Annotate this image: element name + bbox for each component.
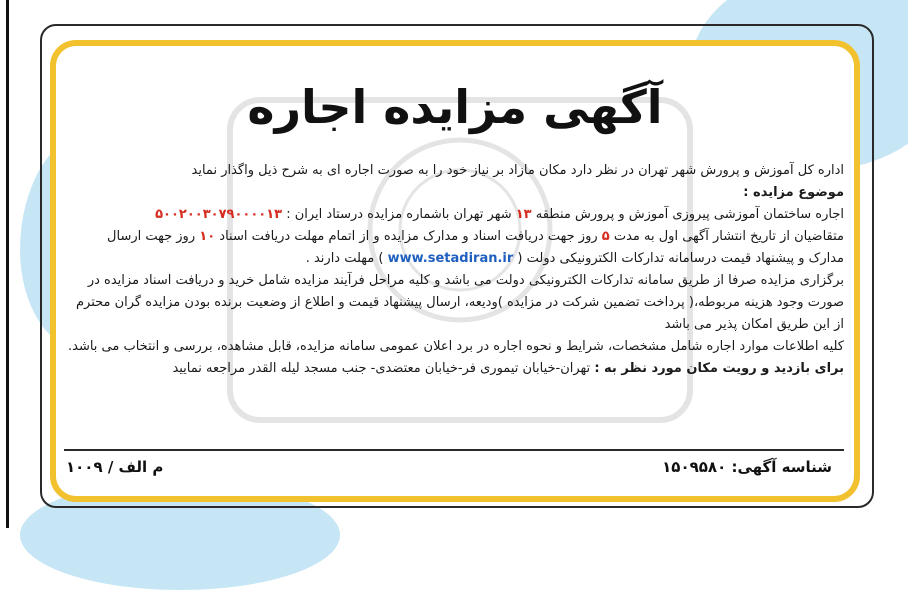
visit-line: [64, 358, 844, 380]
subject-line-2-mid: روز جهت دریافت اسناد و مدارک مزایده و از اتمام مهلت دریافت اسناد: [219, 229, 598, 244]
notice-title: آگهی مزایده اجاره: [247, 80, 663, 134]
notice-body: [64, 160, 844, 380]
region-number: ۱۳: [515, 207, 532, 222]
visit-address: تهران-خیابان تیموری فر-خیابان معتضدی- جنب مسجد لیله القدر مراجعه نمایید: [172, 361, 591, 376]
subject-line-2-end: روز جهت ارسال: [107, 229, 196, 244]
auction-number: ۵۰۰۲۰۰۳۰۷۹۰۰۰۰۱۳: [155, 207, 283, 222]
procedure-paragraph: برگزاری مزایده صرفا از طریق سامانه تدارکات الکترونیکی دولت می باشد و کلیه مراحل فرآیند مزایده شامل خرید و دریافت اسناد مزایده در صورت وجود هزینه مربوطه،( پرداخت تضمین شرکت در مزایده )ودیعه، ارسال پیشنهاد قیمت و اطلاع از وضعیت برنده بودن مزایده گران محترم از این طریق امکان پذیر می باشد: [75, 273, 844, 332]
setadiran-link[interactable]: www.setadiran.ir: [387, 251, 514, 266]
subject-line-3: [64, 248, 844, 270]
subject-heading: موضوع مزایده :: [743, 185, 844, 200]
document-days: ۵: [601, 229, 610, 244]
subject-line-2: [64, 226, 844, 248]
subject-line-1: [64, 204, 844, 226]
submission-days: ۱۰: [199, 229, 216, 244]
notice-id: شناسه آگهی: ۱۵۰۹۵۸۰: [662, 458, 832, 476]
subject-line-3-text: مدارک و پیشنهاد قیمت درسامانه تدارکات الکترونیکی دولت (: [517, 251, 844, 266]
visit-heading: برای بازدید و رویت مکان مورد نظر به :: [594, 361, 844, 376]
subject-line-1-rest: شهر تهران باشماره مزایده درستاد ایران :: [286, 207, 512, 222]
subject-line-2-text: متقاضیان از تاریخ انتشار آگهی اول به مدت: [613, 229, 844, 244]
intro-line: اداره کل آموزش و پرورش شهر تهران در نظر دارد مکان مازاد بر نیاز خود را به صورت اجاره ای به شرح ذیل واگذار نماید: [191, 163, 844, 178]
footer-divider: [64, 449, 844, 451]
reference-code: م الف / ۱۰۰۹: [66, 458, 164, 476]
info-paragraph: کلیه اطلاعات موارد اجاره شامل مشخصات، شرایط و نحوه اجاره در برد اعلان عمومی سامانه مزایده، قابل مشاهده، بررسی و انتخاب می باشد.: [67, 339, 844, 354]
left-edge-rule: [6, 0, 9, 528]
subject-line-3-end: ) مهلت دارند .: [305, 251, 384, 266]
subject-line-1-text: اجاره ساختمان آموزشی پیروزی آموزش و پرورش منطقه: [535, 207, 844, 222]
